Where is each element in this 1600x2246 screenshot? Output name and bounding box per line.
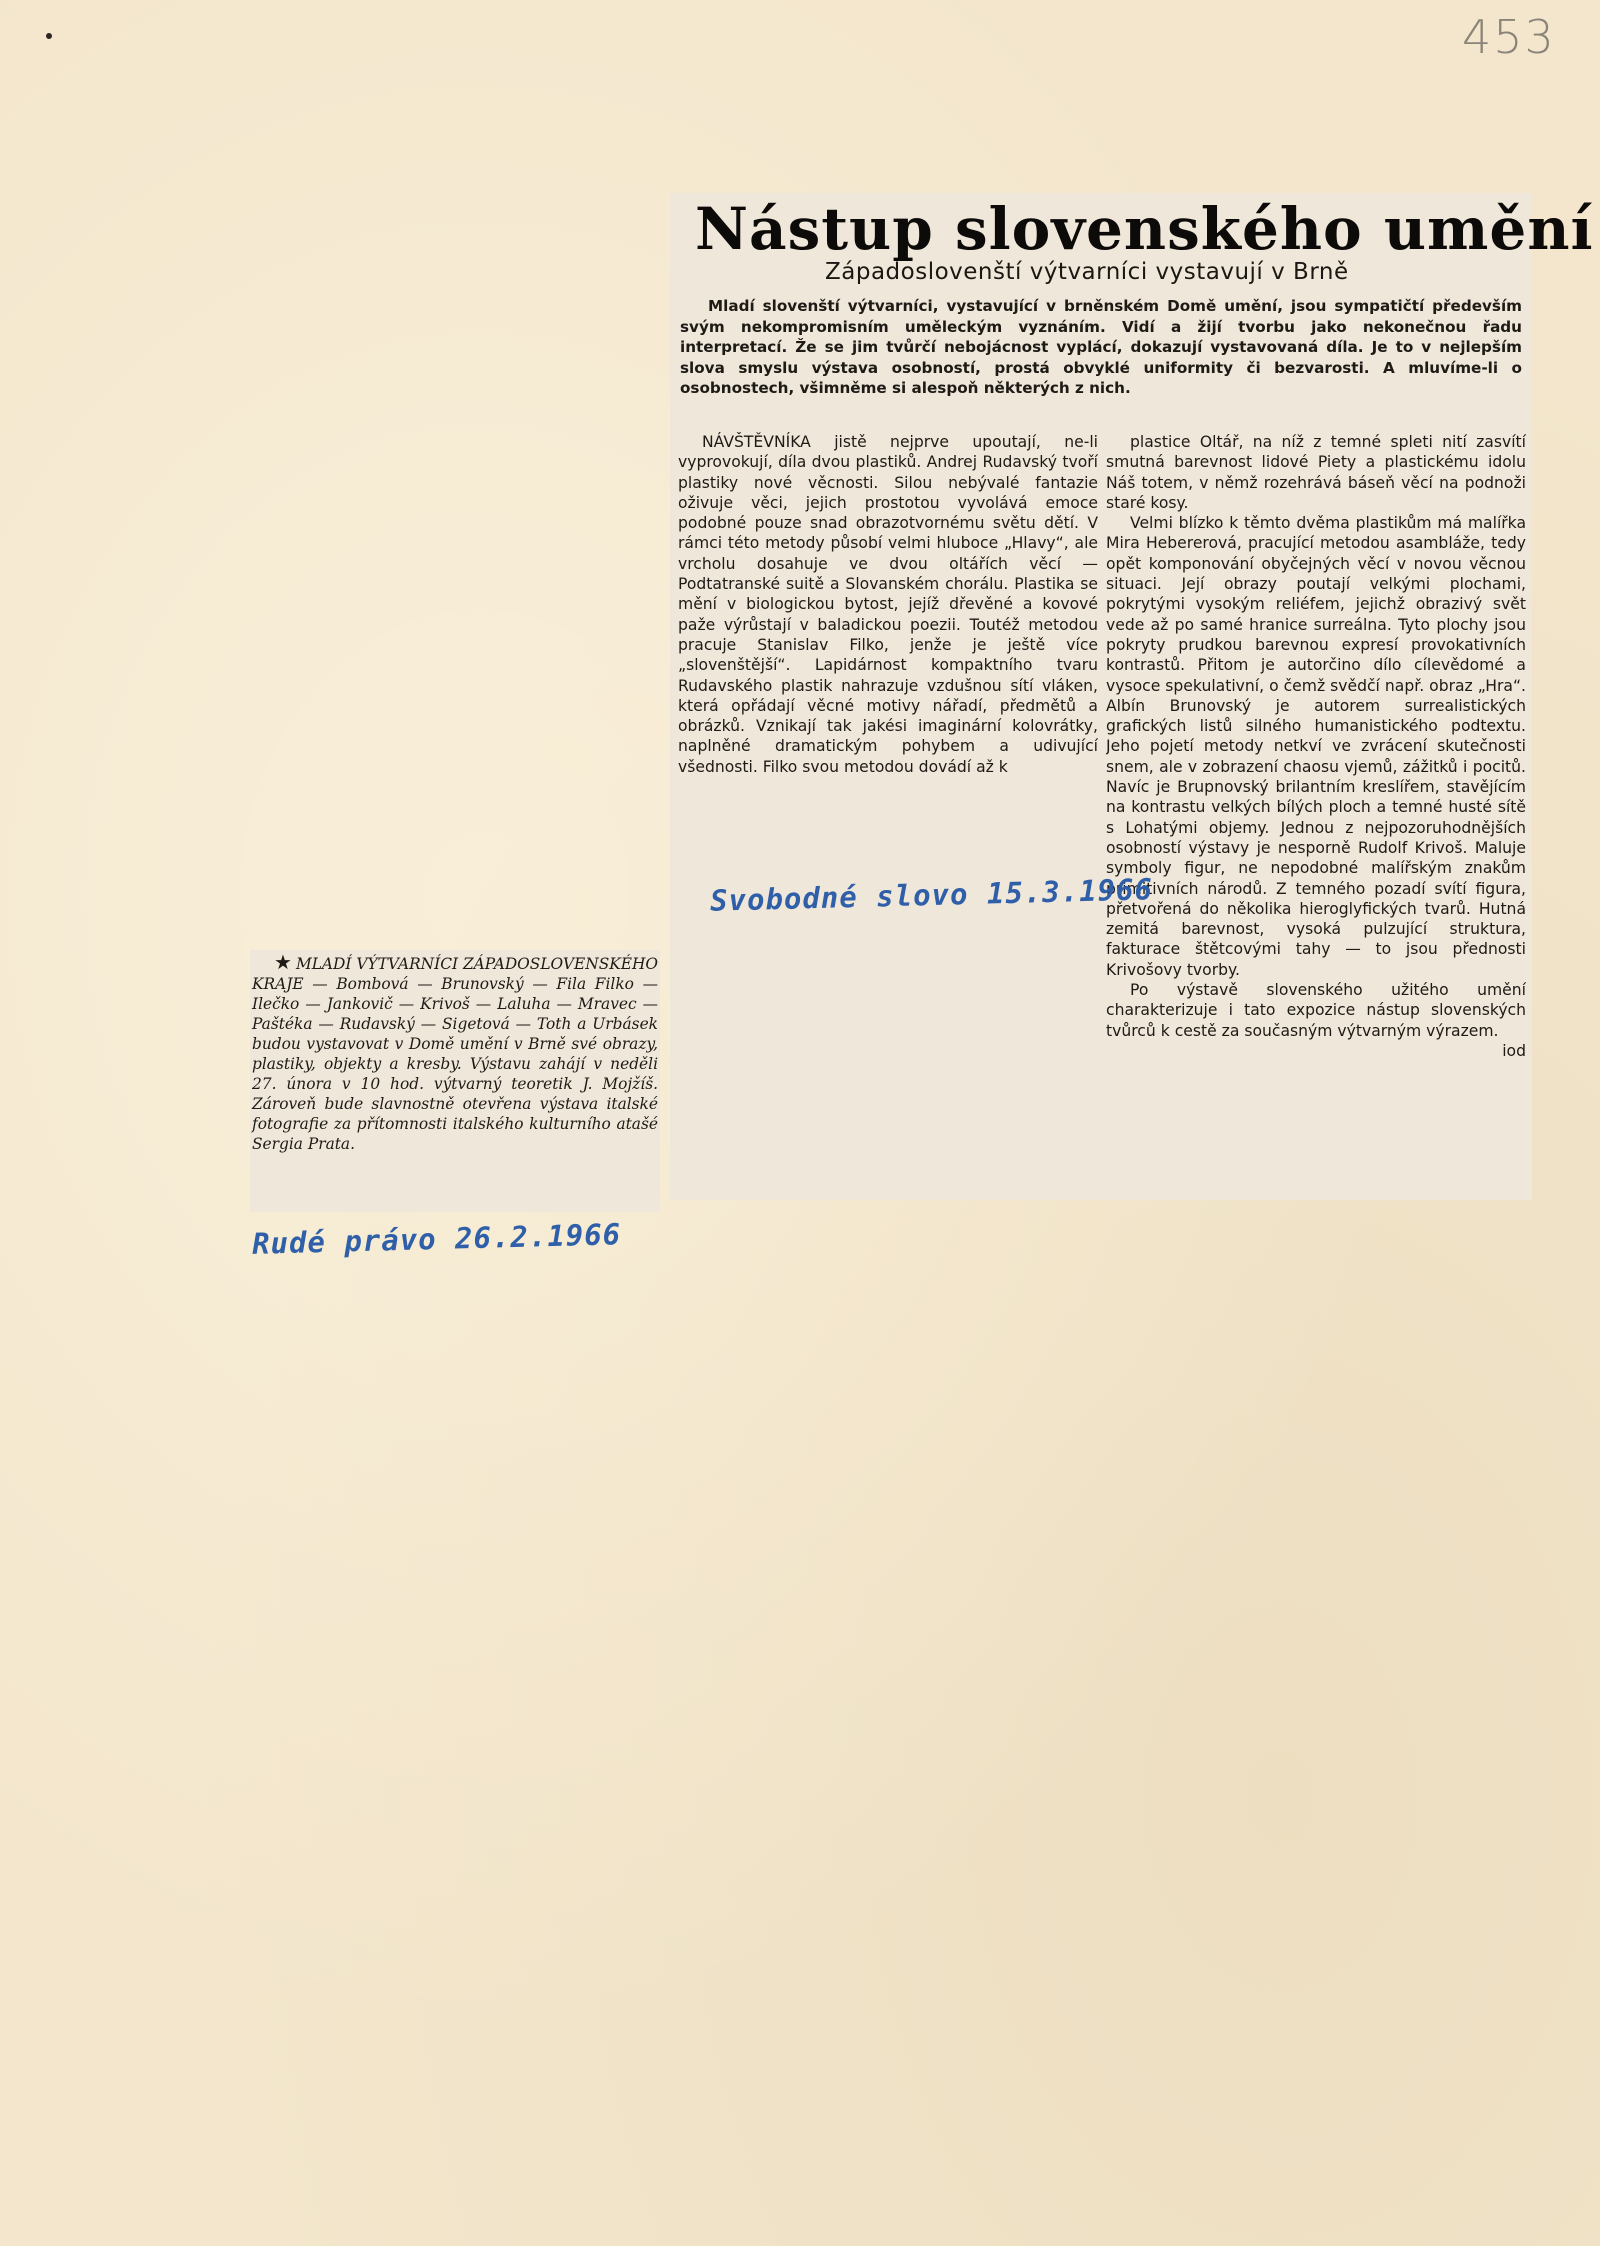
article-paragraph: plastice Oltář, na níž z temné spleti nití zasvítí smutná barevnost lidové Piety a plastickému idolu Náš totem, v němž rozehrává báseň věcí na podnoži staré kosy. <box>1106 433 1526 512</box>
article-paragraph-text: Po výstavě slovenského užitého umění charakterizuje i tato expozice nástup slovenských tvůrců k cestě za současným výtvarným výrazem. <box>1106 981 1526 1040</box>
star-icon: ★ <box>274 950 292 974</box>
article-lead-text: Mladí slovenští výtvarníci, vystavující v brněnském Domě umění, jsou sympatičtí především svým nekompromisním uměleckým vyznáním. Vidí a žijí tvorbu jako nekonečnou řadu interpretací. Že se jim tvůrčí nebojácnost vyplácí, dokazují vystavovaná díla. Je to v nejlepším slova smyslu výstava osobností, prostá obvyklé uniformity či bezvarosti. A mluvíme-li o osobnostech, všimněme si alespoň některých z nich. <box>680 297 1522 398</box>
handwritten-source-note: Svobodné slovo 15.3.1966 <box>709 872 1154 918</box>
article-paragraph <box>1106 980 1526 1060</box>
newspaper-clipping-notice <box>250 950 660 1212</box>
paper-speck <box>46 33 52 39</box>
page-number: 453 <box>1462 10 1556 64</box>
article-paragraph: NÁVŠTĚVNÍKA jistě nejprve upoutají, ne-li vyprovokují, díla dvou plastiků. Andrej Rudavský tvoří plastiky nové věcnosti. Silou nebývalé fantazie oživuje věci, jejich prostotou vyvolává emoce podobné pouze snad obrazotvornému světu dětí. V rámci této metody působí velmi hluboce „Hlavy“, ale vrcholu dosahuje ve dvou oltářích věcí — Podtatranské suitě a Slovanském chorálu. Plastika se mění v biologickou bytost, jejíž dřevěné a kovové paže výrůstají v baladickou poezii. Toutéž metodou pracuje Stanislav Filko, jenže je ještě více „slovenštější“. Lapidárnost kompaktního tvaru Rudavského plastik nahrazuje vzdušnou sítí vláken, která opřádají věcné motivy nářadí, předmětů a obrázků. Vznikají tak jakési imaginární kolovrátky, naplněné dramatickým pohybem a udivující všednosti. Filko svou metodou dovádí až k <box>678 433 1098 776</box>
article-column-right <box>1106 432 1526 1198</box>
handwritten-source-note: Rudé právo 26.2.1966 <box>251 1217 622 1261</box>
article-paragraph: Velmi blízko k těmto dvěma plastikům má malířka Mira Hebererová, pracující metodou asambláže, tedy opět komponování obyčejných věcí v novou věcnou situaci. Její obrazy poutají velkými plochami, pokrytými vysokým reliéfem, jejichž obrazivý svět vede až po samé hranice surreálna. Tyto plochy jsou pokryty prudkou barevnou expresí provokativních kontrastů. Přitom je autorčino dílo cílevědomé a vysoce spekulativní, o čemž svědčí např. obraz „Hra“. Albín Brunovský je autorem surrealistických grafických listů silného humanistického podtextu. Jeho pojetí metody netkví ve zvrácení skutečnosti snem, ale v zobrazení chaosu vjemů, zážitků i pocitů. Navíc je Brupnovský brilantním kreslířem, stavějícím na kontrastu velkých bílých ploch a temné husté sítě s Lohatými objemy. Jednou z nejpozoruhodnějších osobností výstavy je nesporně Rudolf Krivoš. Maluje symboly figur, ne nepodobné malířským znakům primitivních národů. Z temného pozadí svítí figura, přetvořená do několika hieroglyfických tvarů. Hutná zemitá barevnost, vysoká pulzující struktura, fakturace štětcovými tahy — to jsou přednosti Krivošovy tvorby. <box>1106 514 1526 979</box>
article-headline: Nástup slovenského umění <box>695 195 1594 263</box>
article-column-left <box>678 432 1098 1057</box>
article-lead <box>680 296 1522 399</box>
newspaper-clipping-main <box>670 193 1594 1200</box>
article-subheadline: Západoslovenští výtvarníci vystavují v Brně <box>825 259 1349 285</box>
notice-text <box>252 952 658 1154</box>
author-signature: iod <box>1502 1041 1526 1060</box>
notice-body: MLADÍ VÝTVARNÍCI ZÁPADOSLOVENSKÉHO KRAJE — Bombová — Brunovský — Fila Filko — Ilečko — Jankovič — Krivoš — Laluha — Mravec — Paštéka — Rudavský — Sigetová — Toth a Urbásek budou vystavovat v Domě umění v Brně své obrazy, plastiky, objekty a kresby. Výstavu zahájí v neděli 27. února v 10 hod. výtvarný teoretik J. Mojžíš. Zároveň bude slavnostně otevřena výstava italské fotografie za přítomnosti italského kulturního atašé Sergia Prata. <box>252 955 659 1153</box>
